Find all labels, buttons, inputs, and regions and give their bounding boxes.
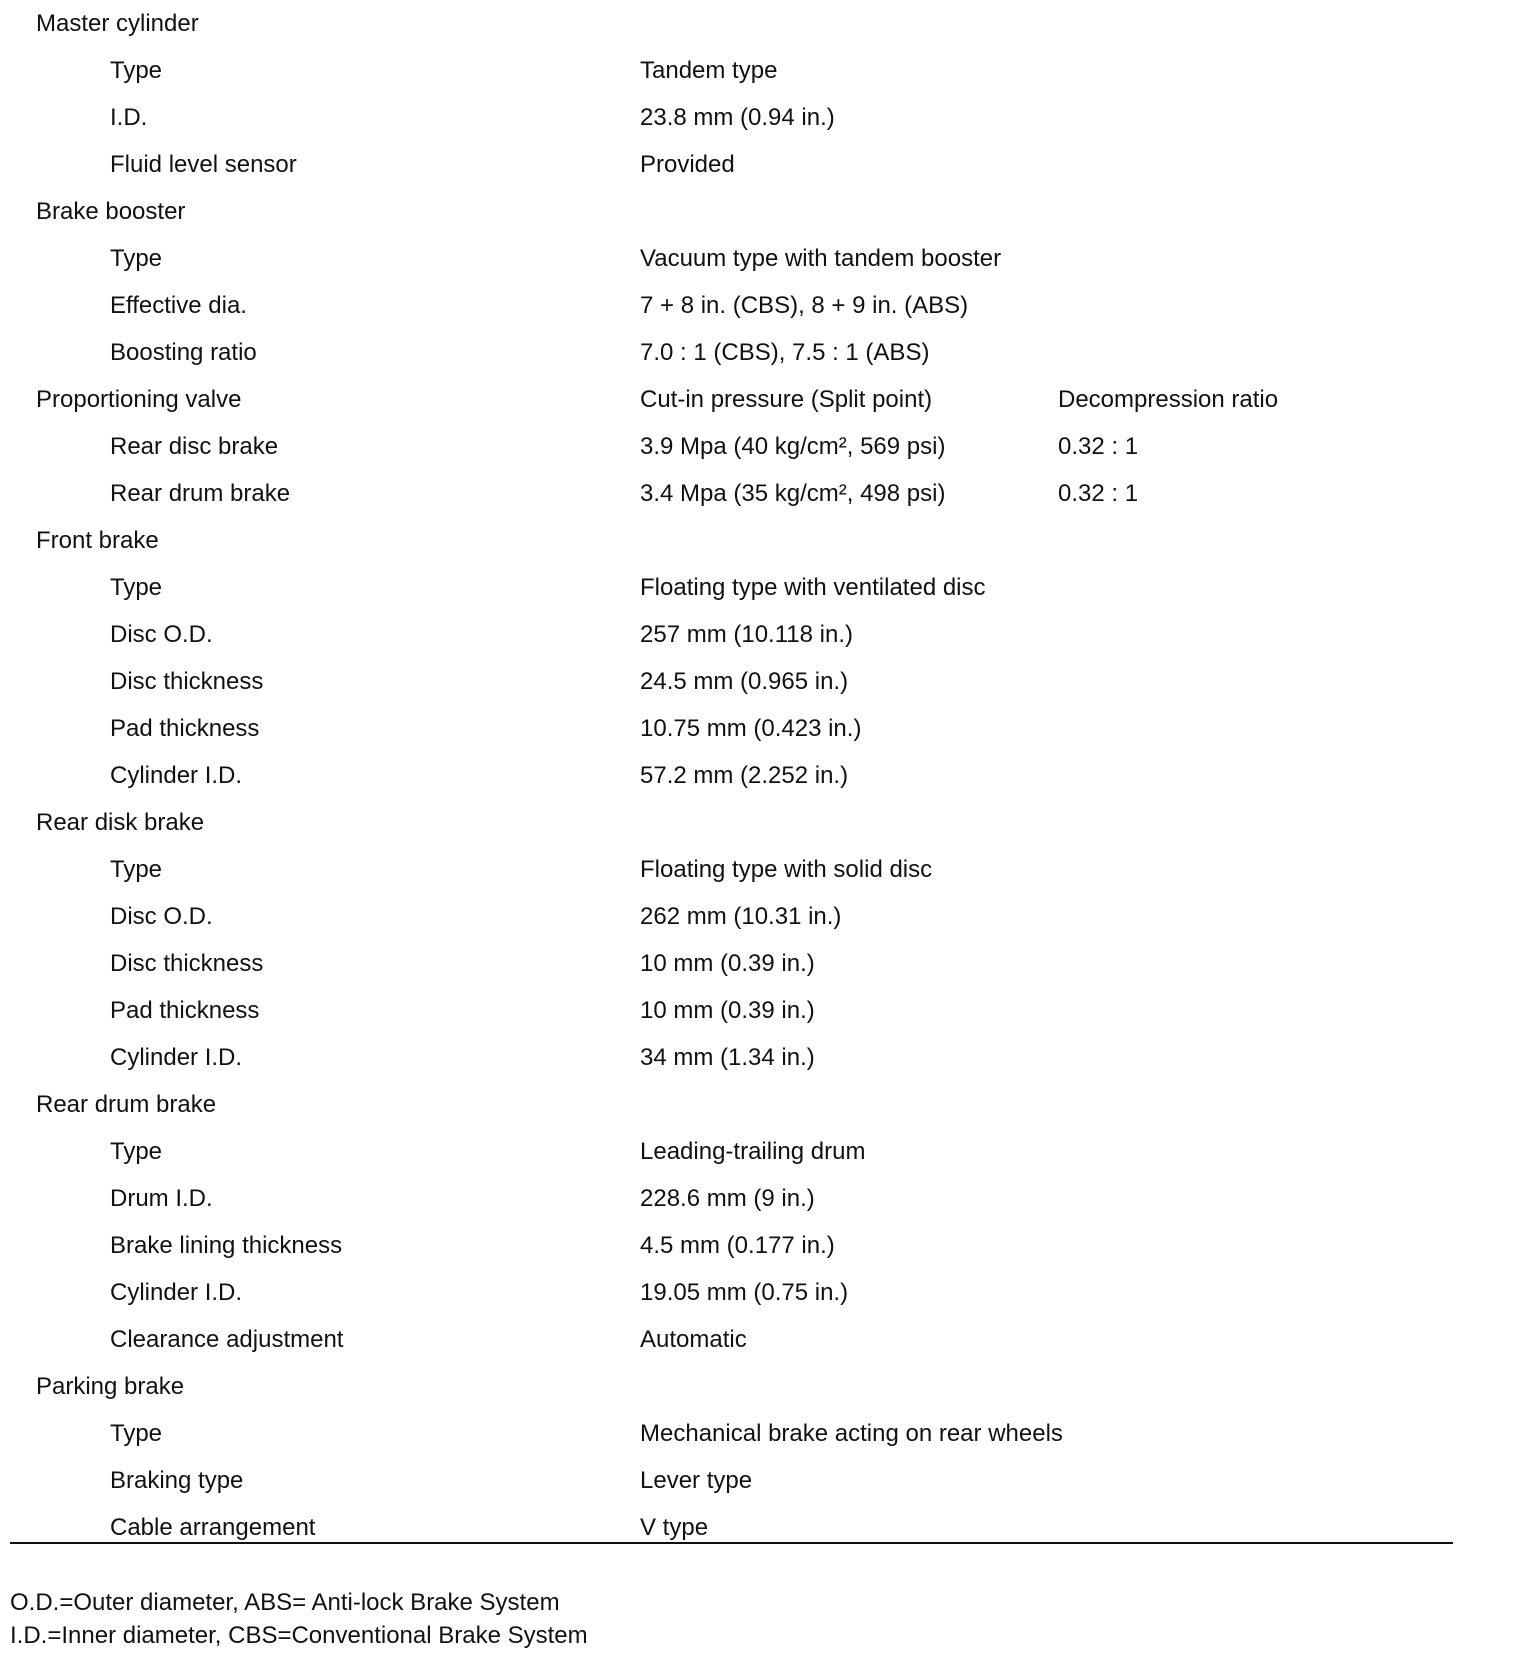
section-title: Front brake (36, 527, 159, 554)
spec-row (28, 470, 1448, 517)
spec-value: Floating type with ventilated disc (640, 574, 986, 601)
spec-row (28, 329, 1448, 376)
spec-value: 3.4 Mpa (35 kg/cm², 498 psi) (640, 480, 946, 507)
spec-value: 7.0 : 1 (CBS), 7.5 : 1 (ABS) (640, 339, 930, 366)
spec-label: Rear drum brake (110, 480, 291, 507)
spec-row (28, 705, 1448, 752)
spec-row (28, 1410, 1448, 1457)
spec-value: V type (640, 1514, 709, 1541)
spec-value: Tandem type (640, 57, 778, 84)
spec-row (28, 940, 1448, 987)
footnotes (10, 1586, 588, 1652)
spec-label: Cylinder I.D. (110, 1279, 243, 1306)
spec-row (28, 1222, 1448, 1269)
section-title: Parking brake (36, 1373, 185, 1400)
spec-row (28, 423, 1448, 470)
spec-value: 228.6 mm (9 in.) (640, 1185, 815, 1212)
spec-row (28, 611, 1448, 658)
spec-value: 262 mm (10.31 in.) (640, 903, 842, 930)
spec-row (28, 752, 1448, 799)
spec-label: Type (110, 1420, 163, 1447)
spec-value: 10 mm (0.39 in.) (640, 997, 815, 1024)
spec-label: Fluid level sensor (110, 151, 297, 178)
spec-label: Rear disc brake (110, 433, 279, 460)
spec-value-secondary: Decompression ratio (1058, 386, 1279, 413)
spec-label: Brake lining thickness (110, 1232, 343, 1259)
spec-value: Cut-in pressure (Split point) (640, 386, 933, 413)
spec-row (28, 1269, 1448, 1316)
section-header-row (28, 0, 1448, 47)
spec-row (28, 141, 1448, 188)
spec-row (28, 282, 1448, 329)
section-header-row (28, 376, 1448, 423)
spec-value-secondary: 0.32 : 1 (1058, 480, 1139, 507)
spec-label: Clearance adjustment (110, 1326, 344, 1353)
spec-label: Type (110, 57, 163, 84)
spec-row (28, 1034, 1448, 1081)
table-bottom-rule (10, 1542, 1453, 1544)
spec-label: Type (110, 856, 163, 883)
spec-value: Leading-trailing drum (640, 1138, 866, 1165)
spec-label: Type (110, 245, 163, 272)
section-title: Master cylinder (36, 10, 199, 37)
spec-label: Drum I.D. (110, 1185, 213, 1212)
section-header-row (28, 188, 1448, 235)
spec-label: Boosting ratio (110, 339, 257, 366)
spec-value: 57.2 mm (2.252 in.) (640, 762, 849, 789)
spec-label: Cable arrangement (110, 1514, 316, 1541)
spec-value: 34 mm (1.34 in.) (640, 1044, 815, 1071)
spec-value: 23.8 mm (0.94 in.) (640, 104, 835, 131)
brake-specifications-table (28, 0, 1448, 1551)
spec-row (28, 893, 1448, 940)
spec-value: 3.9 Mpa (40 kg/cm², 569 psi) (640, 433, 946, 460)
spec-row (28, 235, 1448, 282)
spec-row (28, 564, 1448, 611)
spec-row (28, 1457, 1448, 1504)
spec-row (28, 846, 1448, 893)
spec-row (28, 658, 1448, 705)
spec-row (28, 987, 1448, 1034)
spec-value: Vacuum type with tandem booster (640, 245, 1002, 272)
spec-label: Cylinder I.D. (110, 762, 243, 789)
spec-value: Lever type (640, 1467, 753, 1494)
section-header-row (28, 1081, 1448, 1128)
spec-label: Disc O.D. (110, 903, 213, 930)
spec-label: Type (110, 574, 163, 601)
spec-label: I.D. (110, 104, 148, 131)
spec-row (28, 1175, 1448, 1222)
section-title: Rear drum brake (36, 1091, 217, 1118)
section-title: Proportioning valve (36, 386, 242, 413)
spec-row (28, 1316, 1448, 1363)
spec-value: 7 + 8 in. (CBS), 8 + 9 in. (ABS) (640, 292, 969, 319)
spec-label: Disc thickness (110, 950, 264, 977)
spec-value: 19.05 mm (0.75 in.) (640, 1279, 849, 1306)
section-title: Rear disk brake (36, 809, 205, 836)
spec-value: 10.75 mm (0.423 in.) (640, 715, 862, 742)
section-header-row (28, 799, 1448, 846)
spec-value: Provided (640, 151, 735, 178)
footnote-line-2: I.D.=Inner diameter, CBS=Conventional Brake System (10, 1622, 588, 1649)
spec-label: Effective dia. (110, 292, 247, 319)
spec-label: Disc thickness (110, 668, 264, 695)
section-title: Brake booster (36, 198, 186, 225)
spec-value: 257 mm (10.118 in.) (640, 621, 853, 648)
spec-value: Mechanical brake acting on rear wheels (640, 1420, 1063, 1447)
spec-value: 24.5 mm (0.965 in.) (640, 668, 849, 695)
spec-label: Disc O.D. (110, 621, 213, 648)
spec-label: Braking type (110, 1467, 244, 1494)
spec-row (28, 47, 1448, 94)
spec-label: Cylinder I.D. (110, 1044, 243, 1071)
spec-value: 10 mm (0.39 in.) (640, 950, 815, 977)
spec-value: Floating type with solid disc (640, 856, 933, 883)
section-header-row (28, 1363, 1448, 1410)
spec-label: Pad thickness (110, 997, 260, 1024)
spec-row (28, 1128, 1448, 1175)
spec-label: Type (110, 1138, 163, 1165)
section-header-row (28, 517, 1448, 564)
footnote-line-1: O.D.=Outer diameter, ABS= Anti-lock Brake System (10, 1589, 560, 1616)
spec-row (28, 94, 1448, 141)
spec-value: 4.5 mm (0.177 in.) (640, 1232, 835, 1259)
spec-value: Automatic (640, 1326, 747, 1353)
spec-label: Pad thickness (110, 715, 260, 742)
spec-value-secondary: 0.32 : 1 (1058, 433, 1139, 460)
